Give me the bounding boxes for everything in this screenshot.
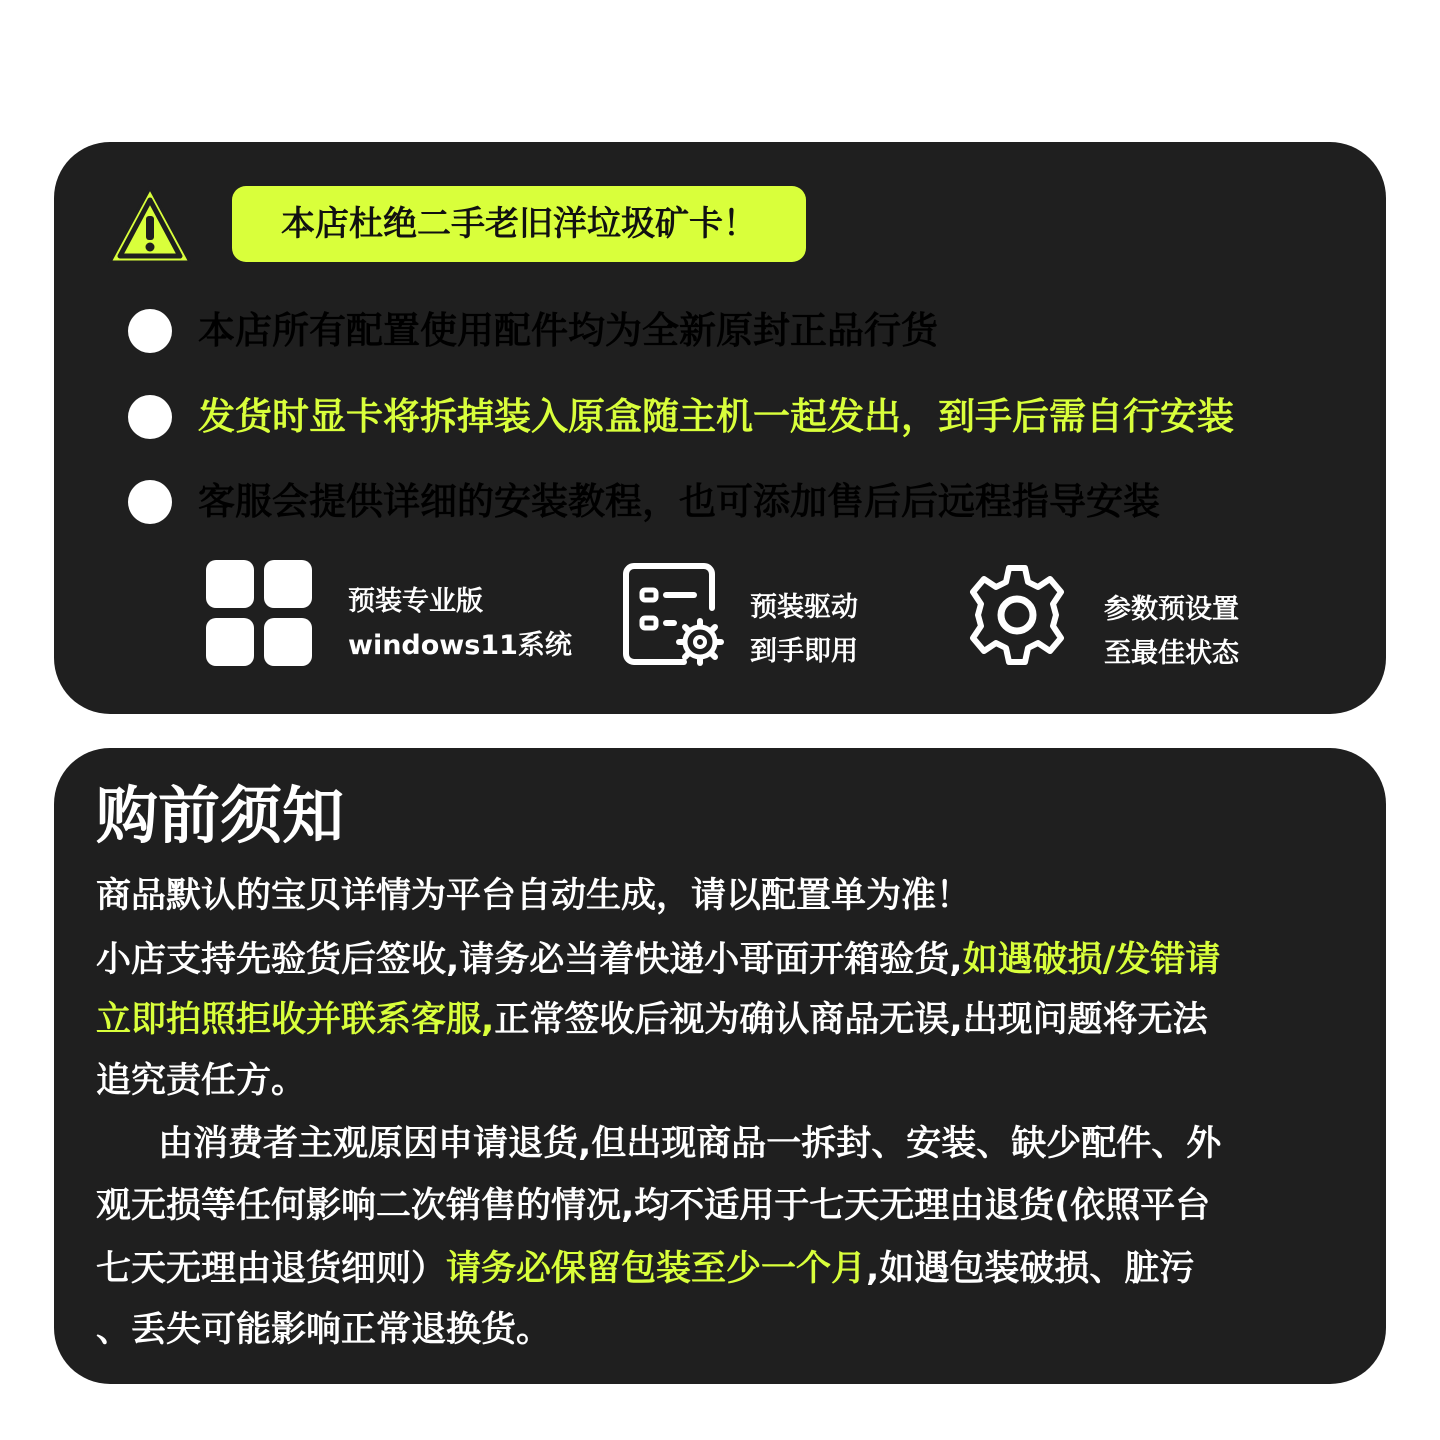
notice-highlight-text: 如遇破损/发错请 [962,940,1221,980]
bullet-dot-icon [128,395,172,439]
notice-line [96,1239,1194,1299]
feature-driver-text [750,586,858,674]
feature-line: 至最佳状态 [1104,638,1239,669]
driver-settings-icon [622,562,726,668]
bullet-text: 发货时显卡将拆掉装入原盒随主机一起发出，到手后需自行安装 [198,395,1234,438]
feature-gear-text [1104,588,1239,676]
notice-line [96,990,1208,1050]
bullet-item [128,387,1328,447]
gear-icon [962,562,1072,668]
windows-icon [206,560,314,668]
feature-windows-text [348,580,572,668]
notice-text: 七天无理由退货细则） [96,1249,447,1289]
bullet-text: 本店所有配置使用配件均为全新原封正品行货 [198,309,938,352]
bullet-item [128,472,1328,532]
warning-icon [106,184,194,266]
notice-highlight-text: 立即拍照拒收并联系客服, [96,1000,495,1040]
notice-text: ,如遇包装破损、脏污 [866,1249,1195,1289]
feature-line: 预装驱动 [750,592,858,623]
feature-line: 到手即用 [750,636,858,667]
notice-text: 小店支持先验货后签收,请务必当着快递小哥面开箱验货, [96,940,963,980]
notice-line: 、丢失可能影响正常退换货。 [96,1310,552,1350]
feature-line: 预装专业版 [348,586,483,617]
notice-line: 由消费者主观原因申请退货,但出现商品一拆封、安装、缺少配件、外 [158,1124,1222,1164]
notice-line [96,930,1220,990]
page-title-text: 特别说明 [88,42,480,142]
bullet-text: 客服会提供详细的安装教程，也可添加售后后远程指导安装 [198,480,1160,523]
page-title [88,38,480,142]
notice-title: 购前须知 [96,779,345,852]
feature-line: windows11系统 [348,630,572,661]
feature-line: 参数预设置 [1104,594,1239,625]
notice-highlight-line: 商品默认的宝贝详情为平台自动生成，请以配置单为准！ [96,876,972,916]
notice-line: 观无损等任何影响二次销售的情况,均不适用于七天无理由退货(依照平台 [96,1186,1211,1226]
bullet-item [128,301,1328,361]
notice-line: 追究责任方。 [96,1061,307,1101]
warning-banner: 本店杜绝二手老旧洋垃圾矿卡！ [232,186,806,262]
notice-highlight-text: 请务必保留包装至少一个月 [446,1249,867,1289]
bullet-dot-icon [128,480,172,524]
bullet-dot-icon [128,309,172,353]
notice-text: 正常签收后视为确认商品无误,出现问题将无法 [494,1000,1208,1040]
